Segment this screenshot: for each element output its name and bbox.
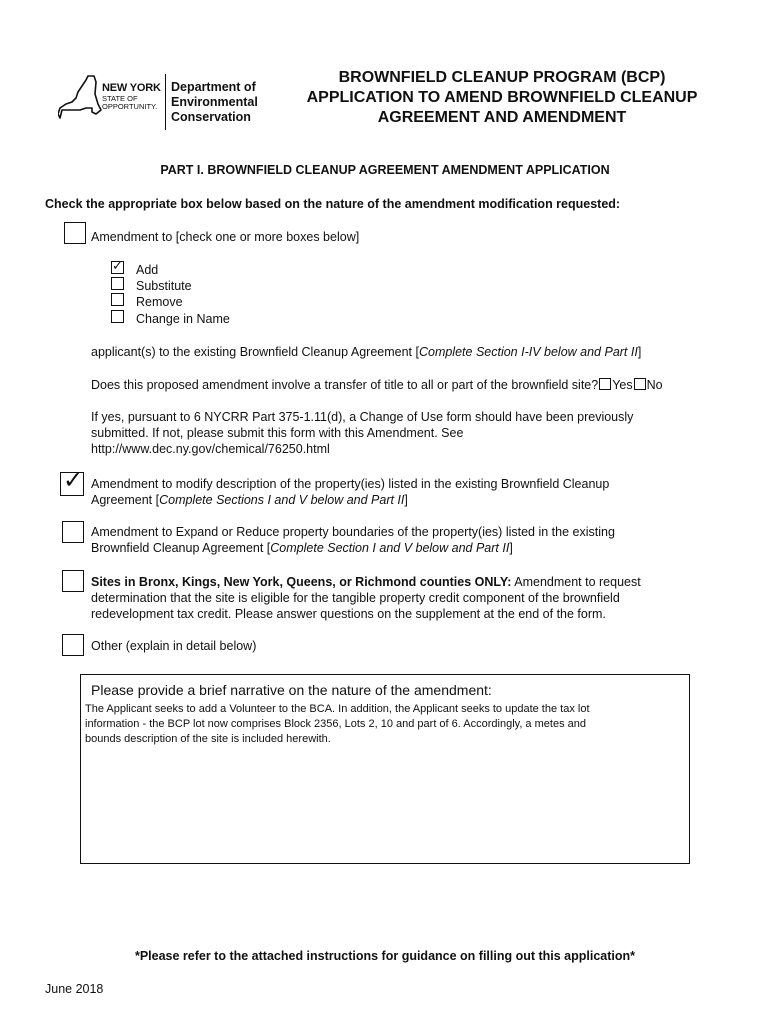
change-in-name-label: Change in Name (136, 312, 230, 326)
narrative-heading: Please provide a brief narrative on the nature of the amendment: (91, 682, 492, 698)
change-in-name-checkbox[interactable] (111, 310, 124, 323)
form-date: June 2018 (45, 982, 104, 996)
dec-logo (58, 68, 270, 132)
other-checkbox[interactable] (62, 634, 84, 656)
add-checkbox[interactable] (111, 258, 124, 274)
amendment-applicant-label: Amendment to [check one or more boxes below] (91, 230, 360, 244)
expand-reduce-checkbox[interactable] (62, 521, 84, 543)
transfer-yes-checkbox[interactable] (599, 378, 611, 390)
part-heading: PART I. BROWNFIELD CLEANUP AGREEMENT AMENDMENT APPLICATION (160, 163, 610, 177)
transfer-no-checkbox[interactable] (634, 378, 646, 390)
logo-department-name: Department of Environmental Conservation (171, 80, 258, 124)
amendment-applicant-checkbox[interactable] (64, 222, 86, 244)
transfer-question: Does this proposed amendment involve a transfer of title to all or part of the brownfield site? Yes No (91, 378, 663, 392)
transfer-no-label: No (646, 378, 663, 392)
transfer-yes-label: Yes (612, 378, 633, 392)
remove-checkbox[interactable] (111, 293, 124, 306)
nyc-counties-label: Sites in Bronx, Kings, New York, Queens, or Richmond counties ONLY: Amendment to request determination that the site is eligible for the tangible property credit component of the brownfield redevelopment tax credit. Please answer questions on the supplement at the end of the form. (91, 575, 641, 621)
nyc-counties-checkbox[interactable] (62, 570, 84, 592)
footer-note: *Please refer to the attached instructions for guidance on filling out this application* (134, 949, 636, 963)
expand-reduce-label: Amendment to Expand or Reduce property boundaries of the property(ies) listed in the existing Brownfield Cleanup Agreement [Complete Section I and V below and Part II] (91, 525, 615, 555)
logo-state-tagline: STATE OF OPPORTUNITY. (102, 94, 158, 111)
instruction-text: Check the appropriate box below based on the nature of the amendment modification requested: (45, 197, 621, 211)
remove-label: Remove (136, 295, 183, 309)
add-label: Add (136, 263, 159, 277)
logo-state-name: NEW YORK (102, 82, 161, 94)
if-yes-paragraph: If yes, pursuant to 6 NYCRR Part 375-1.11(d), a Change of Use form should have been previously submitted. If not, please submit this form with this Amendment. See http://www.dec.ny.gov/chemical/76250.html (91, 410, 634, 456)
new-york-state-map-icon (58, 74, 102, 122)
modify-description-checkbox[interactable] (60, 467, 84, 496)
other-label: Other (explain in detail below) (91, 639, 257, 653)
checkmark-icon: ✓ (112, 258, 123, 273)
logo-divider (165, 74, 166, 130)
narrative-text[interactable]: The Applicant seeks to add a Volunteer to the BCA. In addition, the Applicant seeks to update the tax lot information - the BCP lot now comprises Block 2356, Lots 2, 10 and part of 6. Accordingly, a metes and bounds description of the site is included herewith. (85, 703, 590, 745)
substitute-checkbox[interactable] (111, 277, 124, 290)
applicant-text: applicant(s) to the existing Brownfield Cleanup Agreement [Complete Section I-IV below and Part II] (91, 345, 642, 359)
checkmark-icon: ✓ (63, 467, 84, 494)
modify-description-label: Amendment to modify description of the property(ies) listed in the existing Brownfield Cleanup Agreement [Complete Sections I and V below and Part II] (91, 477, 610, 507)
document-title: BROWNFIELD CLEANUP PROGRAM (BCP) APPLICATION TO AMEND BROWNFIELD CLEANUP AGREEMENT AND AMENDMENT (306, 69, 698, 126)
narrative-box[interactable] (80, 674, 690, 864)
substitute-label: Substitute (136, 279, 192, 293)
change-of-use-link[interactable]: http://www.dec.ny.gov/chemical/76250.html (91, 442, 330, 456)
